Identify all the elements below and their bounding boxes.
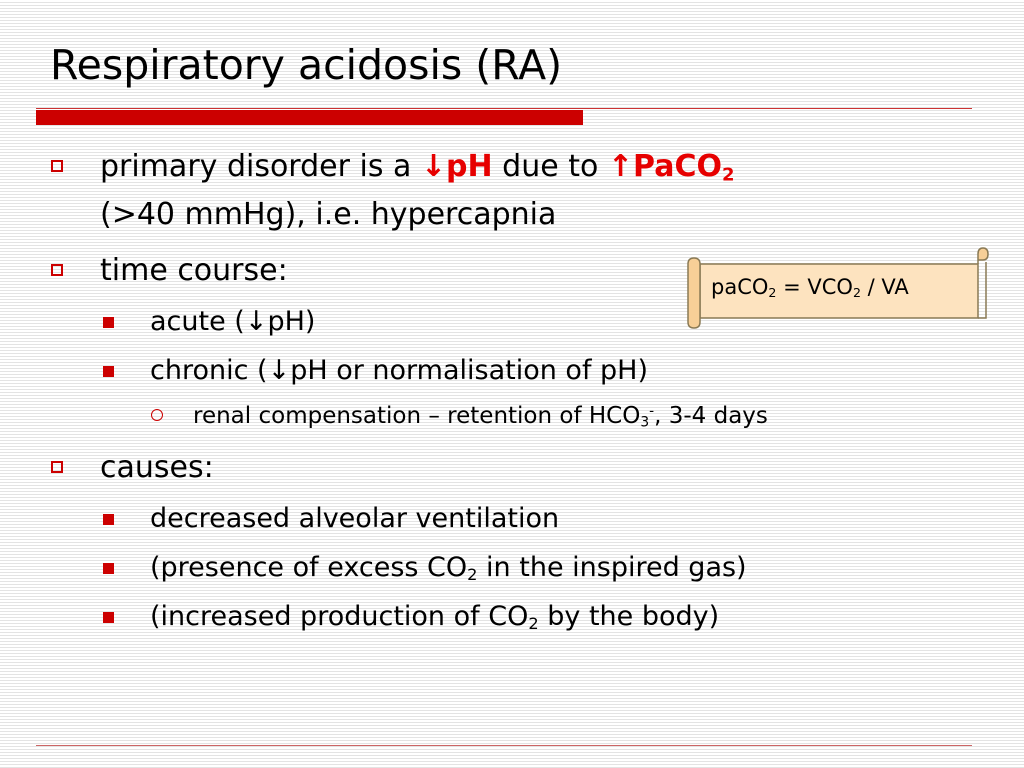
chronic-pre: chronic ( — [150, 355, 268, 386]
acute-post: pH) — [267, 306, 316, 337]
arrow-down-icon: ↓ — [267, 355, 291, 386]
sub-bullet-acute — [150, 304, 315, 340]
cause-2-pre: (presence of excess CO — [150, 552, 468, 583]
cause-3-pre: (increased production of CO — [150, 601, 529, 632]
hco3-subscript: 3 — [640, 414, 650, 431]
paco2-subscript: 2 — [721, 164, 735, 186]
co2-subscript: 2 — [528, 614, 539, 634]
ph-label: pH — [446, 149, 493, 184]
hollow-circle-bullet-icon — [151, 409, 163, 421]
bullet-primary-line2: (>40 mmHg), i.e. hypercapnia — [100, 197, 557, 232]
arrow-down-icon: ↓ — [244, 306, 268, 337]
primary-text-b: due to — [492, 149, 608, 184]
sub-sub-bullet-renal — [193, 401, 768, 431]
paco2-label — [633, 149, 734, 184]
formula-mid: = VCO — [776, 275, 853, 299]
cause-item-2 — [150, 550, 747, 586]
arrow-up-icon: ↑ — [607, 149, 634, 184]
filled-square-bullet-icon — [103, 563, 114, 574]
renal-post: , 3-4 days — [654, 403, 768, 429]
arrow-down-icon: ↓ — [420, 149, 447, 184]
filled-square-bullet-icon — [103, 317, 114, 328]
hco3-superscript: - — [649, 403, 655, 420]
bullet-primary-line1 — [100, 145, 735, 188]
formula-lhs-subscript: 2 — [768, 285, 777, 301]
hollow-square-bullet-icon — [51, 160, 63, 172]
formula-text — [711, 270, 909, 304]
formula-mid-subscript: 2 — [852, 285, 861, 301]
cause-item-1: decreased alveolar ventilation — [150, 503, 560, 534]
cause-2-post: in the inspired gas) — [477, 552, 747, 583]
hollow-square-bullet-icon — [51, 264, 63, 276]
filled-square-bullet-icon — [103, 366, 114, 377]
bullet-causes: causes: — [100, 450, 214, 485]
bullet-time-course: time course: — [100, 253, 288, 288]
formula-rhs: / VA — [860, 275, 909, 299]
hollow-square-bullet-icon — [51, 461, 63, 473]
title-rule-thick — [36, 110, 583, 125]
filled-square-bullet-icon — [103, 612, 114, 623]
co2-subscript: 2 — [467, 565, 478, 585]
cause-3-post: by the body) — [538, 601, 720, 632]
filled-square-bullet-icon — [103, 514, 114, 525]
cause-item-3 — [150, 599, 719, 635]
acute-pre: acute ( — [150, 306, 245, 337]
sub-bullet-chronic — [150, 353, 648, 389]
title-rule-thin — [36, 108, 972, 109]
paco2-text: PaCO — [633, 149, 722, 184]
chronic-post: pH or normalisation of pH) — [290, 355, 649, 386]
primary-text-a: primary disorder is a — [100, 149, 421, 184]
renal-pre: renal compensation – retention of HCO — [193, 403, 641, 429]
slide-title: Respiratory acidosis (RA) — [50, 41, 563, 89]
formula-lhs: paCO — [711, 275, 769, 299]
footer-rule — [36, 745, 972, 746]
